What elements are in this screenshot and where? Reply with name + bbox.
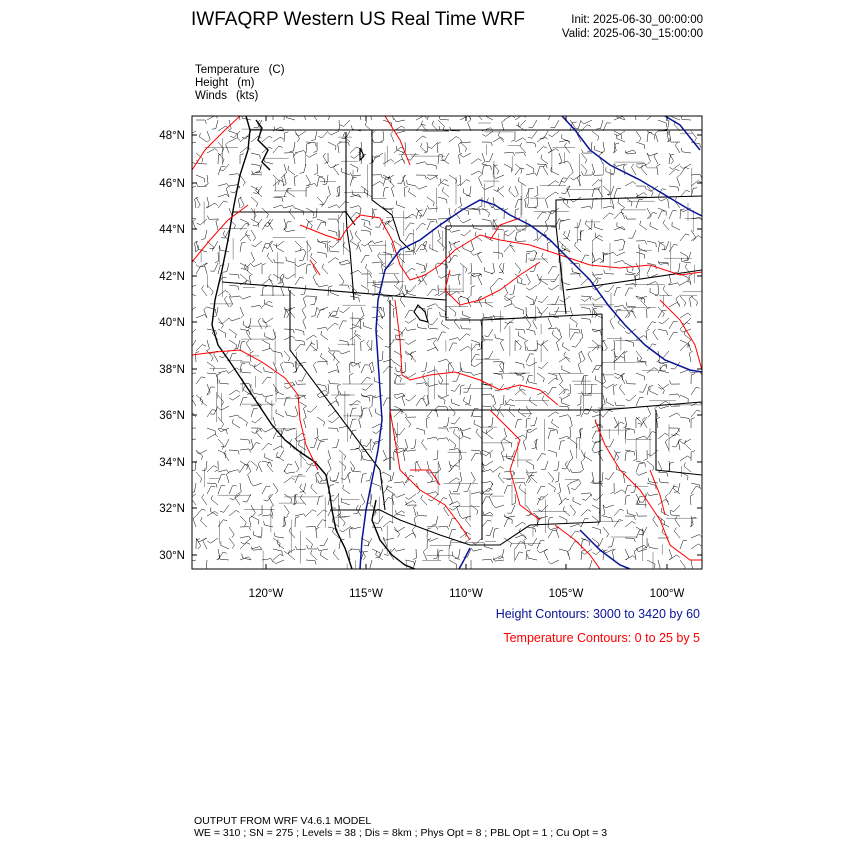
latitude-label: 32°N <box>159 503 185 515</box>
latitude-label: 38°N <box>159 364 185 376</box>
valid-time: Valid: 2025-06-30_15:00:00 <box>561 28 703 40</box>
height-contour-info: Height Contours: 3000 to 3420 by 60 <box>495 607 700 621</box>
model-config: WE = 310 ; SN = 275 ; Levels = 38 ; Dis = 8km ; Phys Opt = 8 ; PBL Opt = 1 ; Cu Opt = 3 <box>194 827 608 839</box>
latitude-label: 42°N <box>159 271 185 283</box>
field-winds: Winds (kts) <box>195 90 259 102</box>
longitude-label: 115°W <box>349 588 383 600</box>
longitude-label: 110°W <box>449 588 483 600</box>
longitude-label: 100°W <box>649 588 685 600</box>
latitude-label: 44°N <box>159 224 185 236</box>
latitude-label: 34°N <box>159 457 185 469</box>
longitude-label: 105°W <box>548 588 584 600</box>
model-footer <box>194 815 607 839</box>
latitude-label: 40°N <box>159 317 185 329</box>
latitude-label: 30°N <box>159 550 185 562</box>
field-temperature: Temperature (C) <box>195 64 285 76</box>
field-height: Height (m) <box>195 77 255 89</box>
plot-title: IWFAQRP Western US Real Time WRF <box>191 9 525 30</box>
model-version: OUTPUT FROM WRF V4.6.1 MODEL <box>194 815 372 827</box>
latitude-label: 36°N <box>159 410 185 422</box>
temperature-contour-info: Temperature Contours: 0 to 25 by 5 <box>503 631 700 645</box>
latitude-label: 48°N <box>159 130 185 142</box>
latitude-label: 46°N <box>159 178 185 190</box>
longitude-label: 120°W <box>248 588 284 600</box>
init-time: Init: 2025-06-30_00:00:00 <box>571 14 703 26</box>
